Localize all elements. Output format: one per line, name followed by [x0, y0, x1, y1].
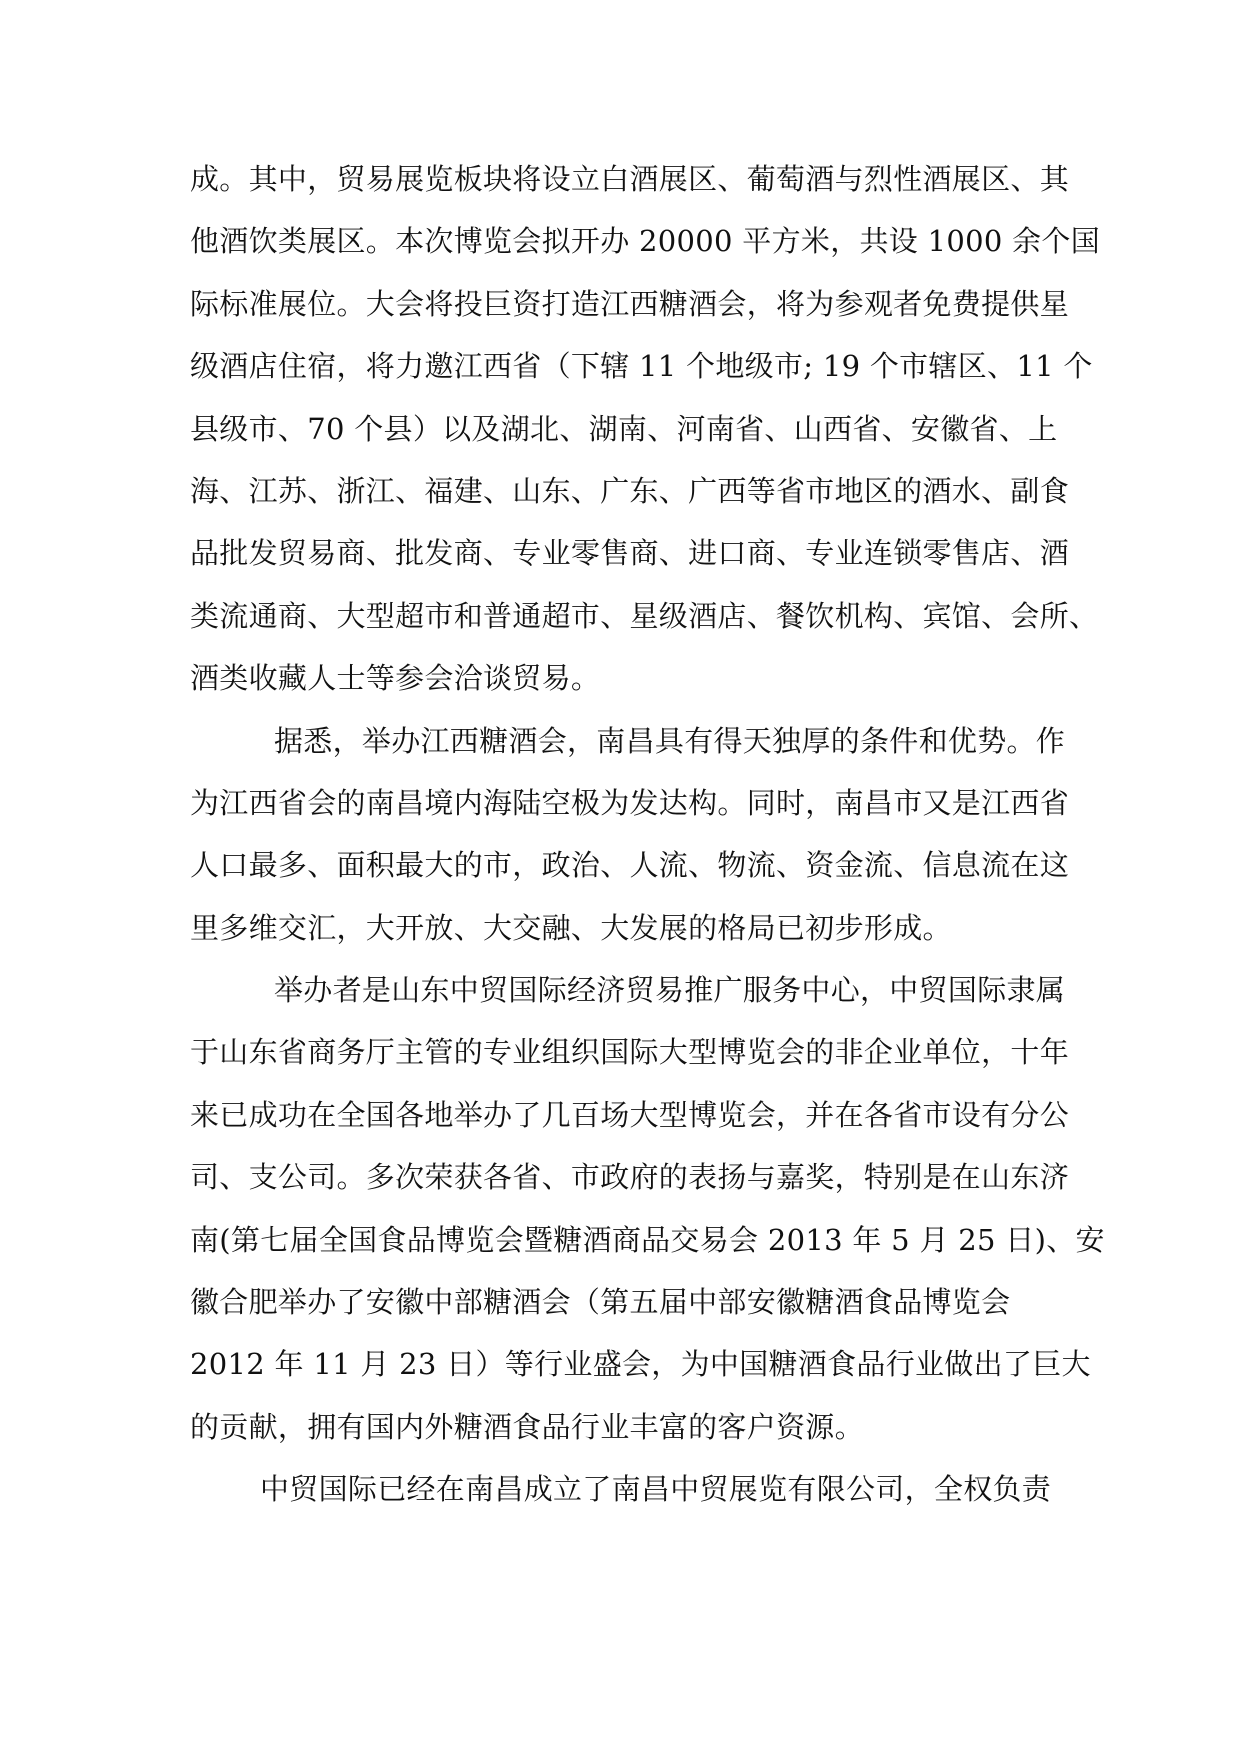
text-line: 际标准展位。大会将投巨资打造江西糖酒会，将为参观者免费提供星 [190, 286, 1070, 321]
paragraph-start-line: 举办者是山东中贸国际经济贸易推广服务中心，中贸国际隶属 [274, 973, 1066, 1008]
text-line: 为江西省会的南昌境内海陆空极为发达构。同时，南昌市又是江西省 [190, 785, 1070, 820]
paragraph-start-line: 中贸国际已经在南昌成立了南昌中贸展览有限公司，全权负责 [260, 1472, 1052, 1507]
text-line: 里多维交汇，大开放、大交融、大发展的格局已初步形成。 [190, 910, 952, 945]
body-text [190, 148, 1105, 1521]
text-line: 县级市、70 个县）以及湖北、湖南、河南省、山西省、安徽省、上 [190, 411, 1058, 446]
text-line: 的贡献，拥有国内外糖酒食品行业丰富的客户资源。 [190, 1409, 864, 1444]
text-line: 人口最多、面积最大的市，政治、人流、物流、资金流、信息流在这 [190, 848, 1070, 883]
text-line: 南(第七届全国食品博览会暨糖酒商品交易会 2013 年 5 月 25 日)、安 [190, 1222, 1105, 1257]
text-line: 徽合肥举办了安徽中部糖酒会（第五届中部安徽糖酒食品博览会 [190, 1285, 1011, 1320]
paragraph-start-line: 据悉，举办江西糖酒会，南昌具有得天独厚的条件和优势。作 [274, 723, 1066, 758]
text-line: 于山东省商务厅主管的专业组织国际大型博览会的非企业单位，十年 [190, 1035, 1070, 1070]
text-line: 司、支公司。多次荣获各省、市政府的表扬与嘉奖，特别是在山东济 [190, 1160, 1070, 1195]
text-line: 酒类收藏人士等参会洽谈贸易。 [190, 661, 601, 696]
text-line: 级酒店住宿，将力邀江西省（下辖 11 个地级市; 19 个市辖区、11 个 [190, 349, 1093, 384]
text-line: 海、江苏、浙江、福建、山东、广东、广西等省市地区的酒水、副食 [190, 473, 1070, 508]
text-line: 来已成功在全国各地举办了几百场大型博览会，并在各省市设有分公 [190, 1097, 1070, 1132]
text-line: 类流通商、大型超市和普通超市、星级酒店、餐饮机构、宾馆、会所、 [190, 598, 1099, 633]
text-line: 品批发贸易商、批发商、专业零售商、进口商、专业连锁零售店、酒 [190, 536, 1070, 571]
text-line: 2012 年 11 月 23 日）等行业盛会，为中国糖酒食品行业做出了巨大 [190, 1347, 1091, 1382]
text-line: 成。其中，贸易展览板块将设立白酒展区、葡萄酒与烈性酒展区、其 [190, 162, 1070, 196]
text-line: 他酒饮类展区。本次博览会拟开办 20000 平方米，共设 1000 余个国 [190, 224, 1101, 259]
